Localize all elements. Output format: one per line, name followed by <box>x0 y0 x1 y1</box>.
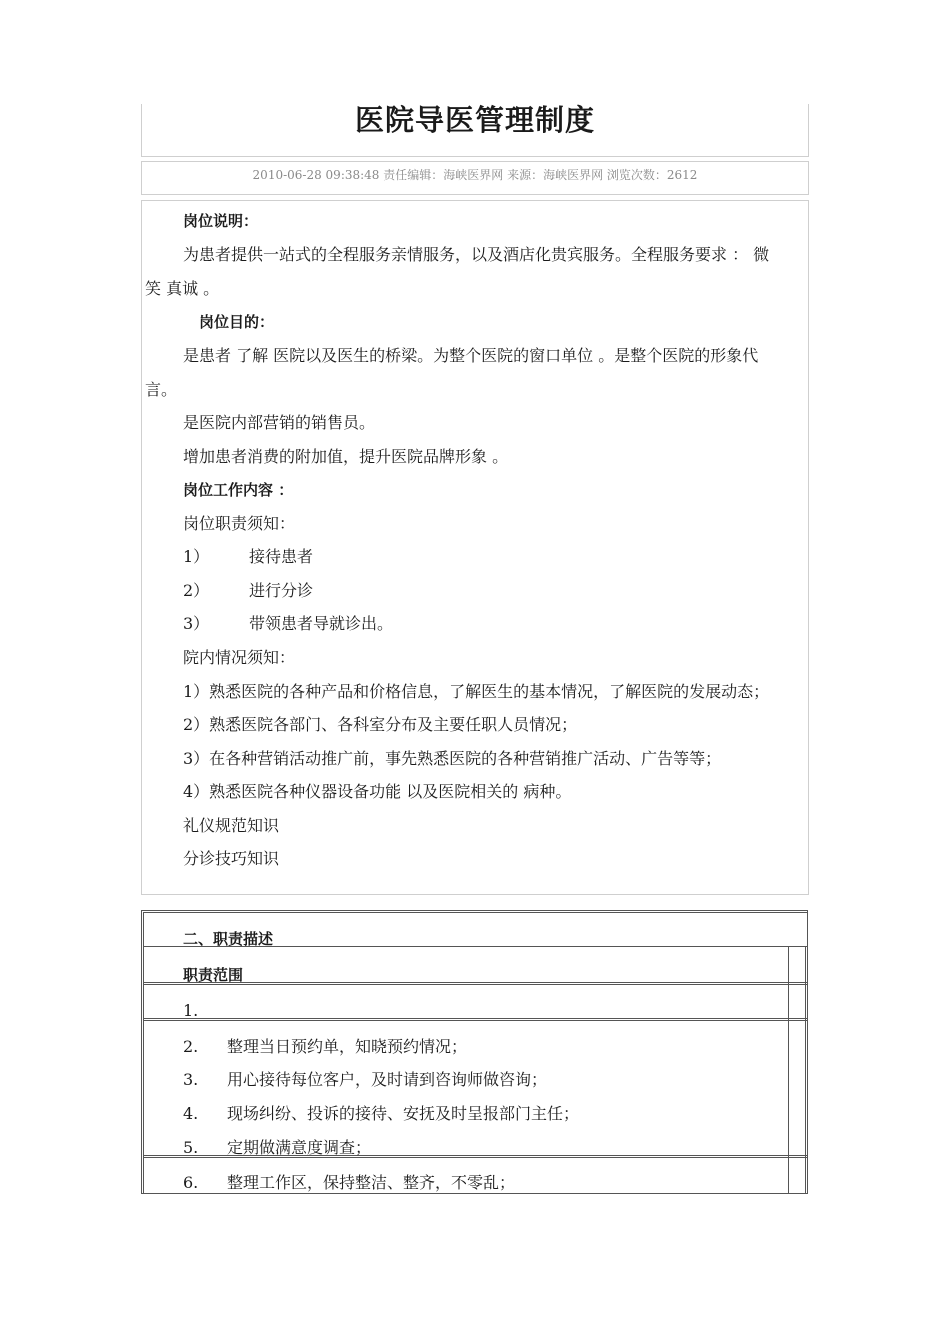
duty-text: 接待患者 <box>249 547 314 566</box>
duty-row <box>183 1173 515 1193</box>
duty-notice: 岗位职责须知： <box>183 514 296 533</box>
duty-row-num: 5. <box>183 1138 199 1157</box>
table-rule <box>143 912 807 913</box>
article-meta: 2010-06-28 09:38:48 责任编辑：海峡医界网 来源：海峡医界网 浏览次数：2612 <box>252 168 698 182</box>
duty-row-num: 1. <box>183 1001 199 1020</box>
duty-row <box>183 1104 579 1124</box>
notice-item: 4）熟悉医院各种仪器设备功能 以及医院相关的 病种。 <box>183 782 572 801</box>
duty-item <box>183 614 393 634</box>
table-rule <box>143 1018 807 1019</box>
duty-num: 3） <box>183 614 210 633</box>
table-rule <box>141 1193 808 1194</box>
duty-item <box>183 547 313 567</box>
table-rule <box>143 912 144 1194</box>
goal-line4: 增加患者消费的附加值，提升医院品牌形象 。 <box>183 447 509 466</box>
duty-row-num: 4. <box>183 1104 199 1123</box>
notice-item: 1）熟悉医院的各种产品和价格信息，了解医生的基本情况，了解医院的发展动态； <box>183 682 770 701</box>
duty-text: 进行分诊 <box>249 581 314 600</box>
duty-row <box>183 1001 227 1021</box>
page-title: 医院导医管理制度 <box>354 103 595 137</box>
duty-text: 带领患者导就诊出。 <box>249 614 394 633</box>
goal-line3: 是医院内部营销的销售员。 <box>183 413 376 432</box>
post-desc-line1: 为患者提供一站式的全程服务亲情服务，以及酒店化贵宾服务。全程服务要求 ： 微 <box>183 245 770 264</box>
table-rule <box>143 1020 807 1021</box>
duty-row-num: 3. <box>183 1070 199 1089</box>
duty-row-text: 整理工作区，保持整洁、整齐，不零乱； <box>227 1173 516 1192</box>
post-desc-label: 岗位说明： <box>183 212 259 230</box>
notice-item: 3）在各种营销活动推广前，事先熟悉医院的各种营销推广活动、广告等等； <box>183 749 722 768</box>
section2-heading: 二、职责描述 <box>183 930 274 948</box>
duty-row <box>183 1037 467 1057</box>
duty-row-text: 现场纠纷、投诉的接待、安抚及时呈报部门主任； <box>227 1104 580 1123</box>
hospital-notice: 院内情况须知： <box>183 648 296 667</box>
duty-num: 1） <box>183 547 210 566</box>
duty-row <box>183 1070 547 1090</box>
duty-scope: 职责范围 <box>183 966 244 984</box>
duty-row-text: 定期做满意度调查； <box>227 1138 372 1157</box>
duty-row-text: 用心接待每位客户，及时请到咨询师做咨询； <box>227 1070 548 1089</box>
post-goal-label: 岗位目的： <box>199 313 275 331</box>
duty-num: 2） <box>183 581 210 600</box>
duty-item <box>183 581 313 601</box>
table-rule <box>141 910 808 911</box>
post-desc-line2: 笑 真诚 。 <box>145 279 220 298</box>
table-rule <box>807 910 808 1194</box>
table-rule <box>141 910 142 1194</box>
duty-row <box>183 1138 371 1158</box>
duty-row-text: 整理当日预约单，知晓预约情况； <box>227 1037 468 1056</box>
work-label: 岗位工作内容 ： <box>183 481 294 499</box>
triage: 分诊技巧知识 <box>183 849 280 868</box>
duty-row-num: 2. <box>183 1037 199 1056</box>
goal-line1: 是患者 了解 医院以及医生的桥梁。为整个医院的窗口单位 。是整个医院的形象代 <box>183 346 759 365</box>
duty-row-num: 6. <box>183 1173 199 1192</box>
notice-item: 2）熟悉医院各部门、各科室分布及主要任职人员情况； <box>183 715 578 734</box>
goal-line2: 言。 <box>145 380 178 399</box>
etiquette: 礼仪规范知识 <box>183 816 280 835</box>
